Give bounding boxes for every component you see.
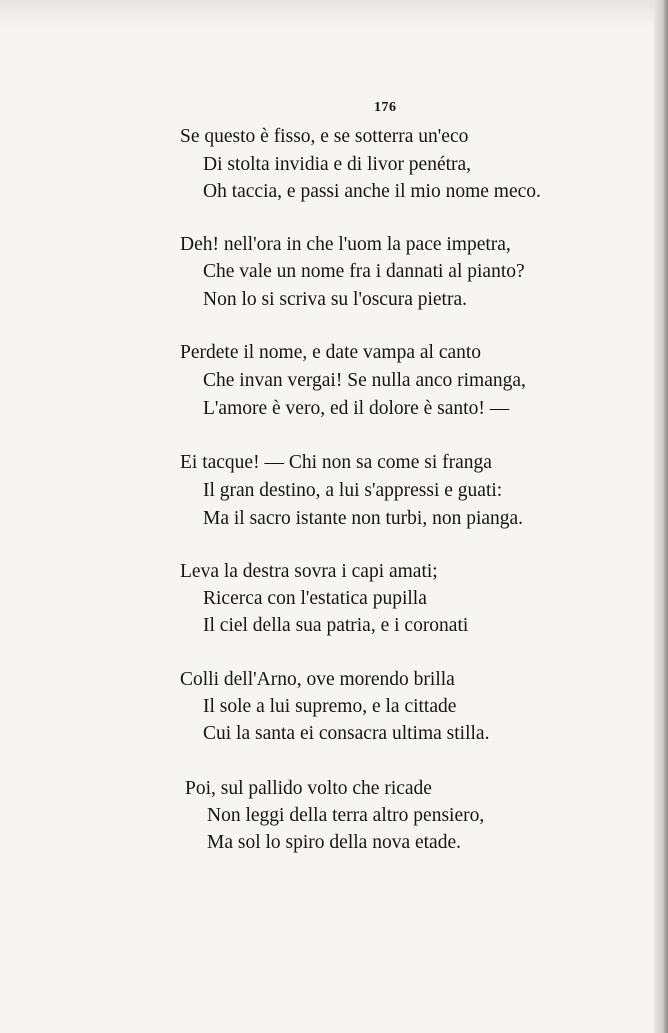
verse-line: Ma il sacro istante non turbi, non pianga.	[203, 508, 524, 529]
verse-line: Non leggi della terra altro pensiero,	[207, 805, 485, 826]
page-top-shadow	[0, 0, 668, 28]
verse-line: Di stolta invidia e di livor penétra,	[203, 154, 472, 175]
verse-line: Deh! nell'ora in che l'uom la pace impetra,	[180, 234, 511, 255]
page-edge-shadow	[654, 0, 668, 1033]
verse-line: Se questo è fisso, e se sotterra un'eco	[180, 126, 469, 147]
verse-line: L'amore è vero, ed il dolore è santo! —	[203, 398, 510, 419]
verse-line: Poi, sul pallido volto che ricade	[185, 778, 432, 799]
verse-line: Ricerca con l'estatica pupilla	[203, 588, 427, 609]
verse-line: Oh taccia, e passi anche il mio nome meco.	[203, 181, 541, 202]
verse-line: Cui la santa ei consacra ultima stilla.	[203, 723, 490, 744]
verse-line: Perdete il nome, e date vampa al canto	[180, 342, 482, 363]
verse-line: Non lo si scriva su l'oscura pietra.	[203, 289, 467, 310]
verse-line: Ei tacque! — Chi non sa come si franga	[180, 452, 492, 473]
verse-line: Colli dell'Arno, ove morendo brilla	[180, 669, 455, 690]
page-number: 176	[374, 100, 397, 115]
verse-line: Ma sol lo spiro della nova etade.	[207, 832, 461, 853]
verse-line: Leva la destra sovra i capi amati;	[180, 561, 438, 582]
verse-line: Che invan vergai! Se nulla anco rimanga,	[203, 370, 526, 391]
verse-line: Che vale un nome fra i dannati al pianto?	[203, 261, 525, 282]
verse-line: Il gran destino, a lui s'appressi e guati:	[203, 480, 503, 501]
verse-line: Il sole a lui supremo, e la cittade	[203, 696, 457, 717]
verse-line: Il ciel della sua patria, e i coronati	[203, 615, 469, 636]
